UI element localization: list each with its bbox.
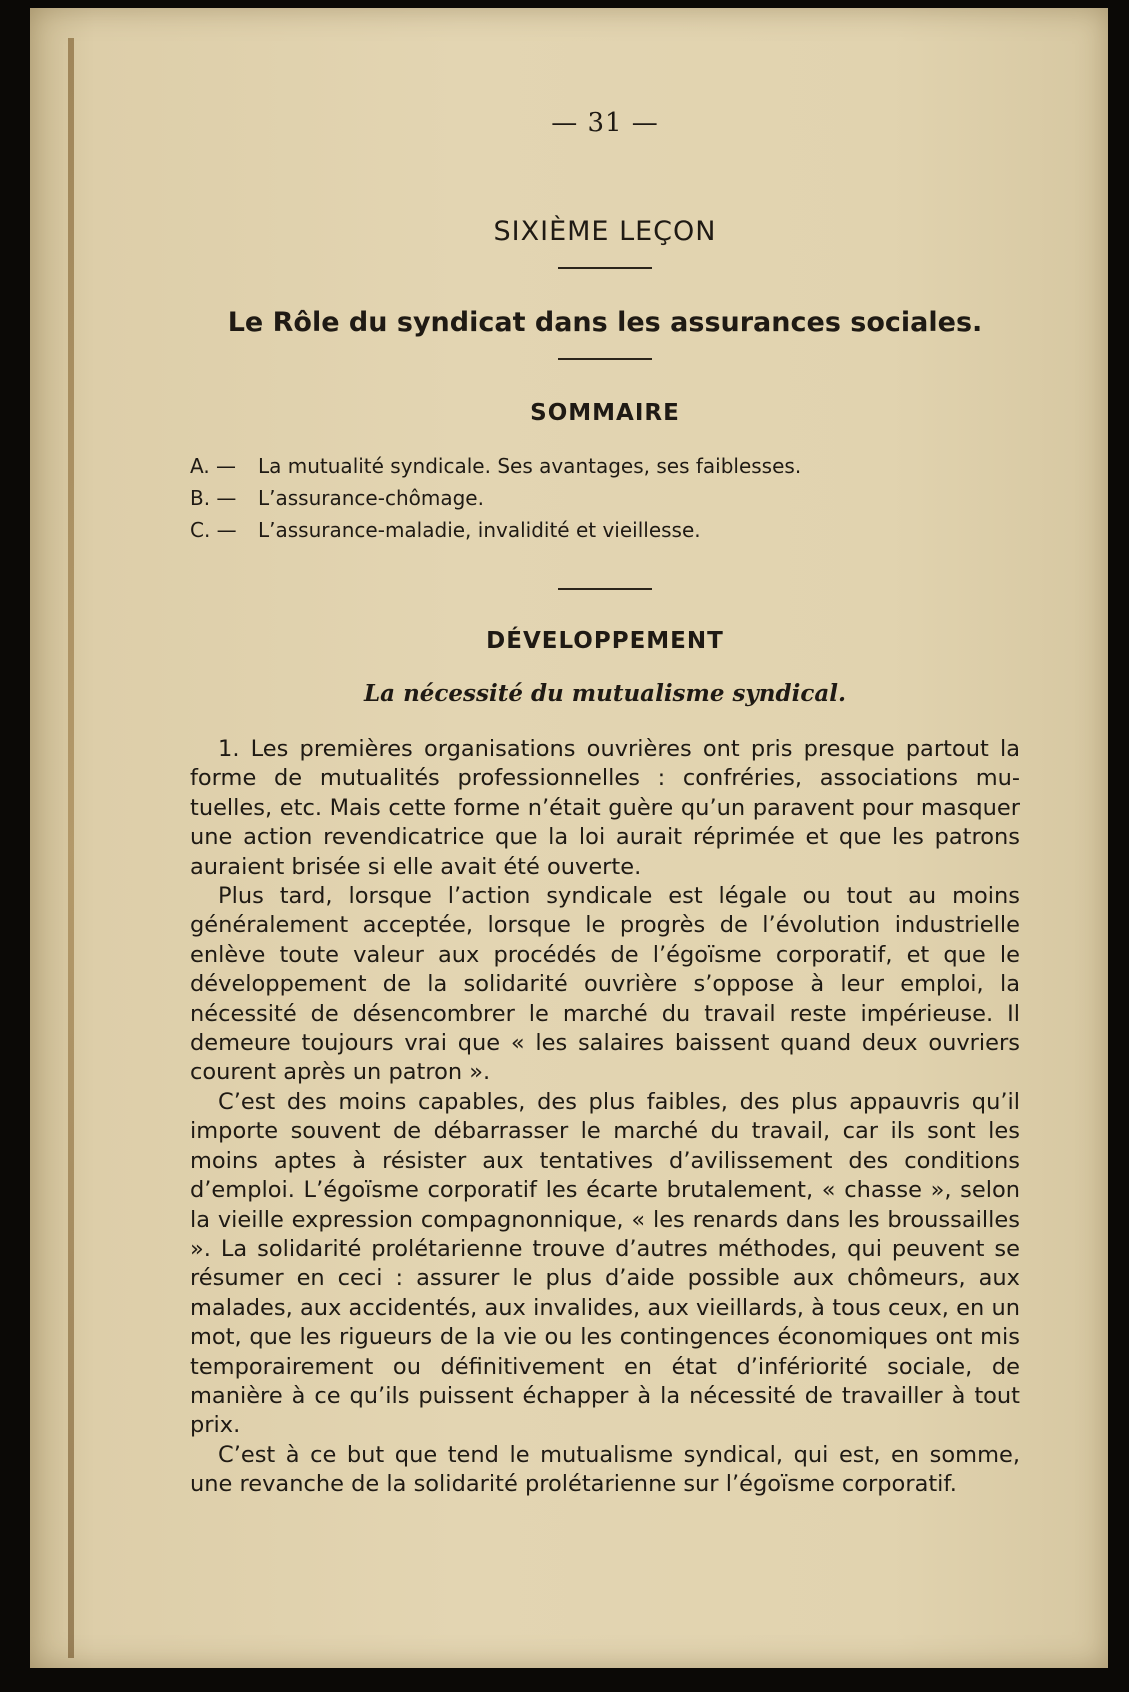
summary-item-text: L’assurance-maladie, invalidité et vieillesse. xyxy=(258,518,701,542)
summary-item xyxy=(190,450,1020,482)
lesson-heading: SIXIÈME LEÇON xyxy=(493,216,717,247)
paragraph: C’est des moins capables, des plus faibles, des plus appauvris qu’il importe souvent de débarrasser le marché du travail, car ils sont les moins aptes à résister aux tentatives d’avilissement des conditions d’emploi. L’égoïsme corporatif les écarte brutalement, « chasse », selon la vieille expression compagnonnique, « les renards dans les broussailles ». La solidarité prolétarienne trouve d’autres méthodes, qui peuvent se résumer en ceci : assurer le plus d’aide possible aux chômeurs, aux malades, aux accidentés, aux invalides, aux vieillards, à tous ceux, en un mot, que les rigueurs de la vie ou les contingences économiques ont mis temporairement ou définitivement en état d’infériorité sociale, de manière à ce qu’ils puissent échapper à la nécessité de travailler à tout prix. xyxy=(190,1088,1020,1439)
summary-item xyxy=(190,482,1020,514)
summary-item-text: La mutualité syndicale. Ses avantages, ses faiblesses. xyxy=(258,454,802,478)
summary-item-letter: A. — xyxy=(190,454,237,478)
development-heading: DÉVELOPPEMENT xyxy=(486,628,724,654)
section-title: La nécessité du mutualisme syndical. xyxy=(363,680,846,707)
paragraph: C’est à ce but que tend le mutualisme syndical, qui est, en somme, une revanche de la solidarité prolétarienne sur l’égoïsme corporatif. xyxy=(190,1441,1020,1498)
page-content xyxy=(190,108,1020,1500)
summary-item xyxy=(190,514,1020,546)
page-number: — 31 — xyxy=(551,108,659,138)
paragraph: Plus tard, lorsque l’action syndicale est légale ou tout au moins généralement acceptée, lorsque le progrès de l’évolution industrielle enlève toute valeur aux procédés de l’égoïsme corporatif, et que le développement de la solidarité ouvrière s’oppose à leur emploi, la nécessité de désencombrer le marché du travail reste impérieuse. Il demeure toujours vrai que « les salaires baissent quand deux ouvriers courent après un patron ». xyxy=(190,883,1020,1086)
divider-rule xyxy=(558,358,652,360)
paragraph: 1. Les premières organisations ouvrières ont pris presque partout la forme de mutualités professionnelles : confréries, associations mutuelles, etc. Mais cette forme n’était guère qu’un paravent pour masquer une action revendicatrice que la loi aurait réprimée et que les patrons auraient brisée si elle avait été ouverte. xyxy=(190,736,1020,880)
summary-heading: SOMMAIRE xyxy=(530,400,680,426)
page-binding-edge xyxy=(68,38,74,1658)
book-page xyxy=(30,8,1108,1668)
body-text xyxy=(190,735,1020,1500)
chapter-title: Le Rôle du syndicat dans les assurances sociales. xyxy=(227,307,983,338)
summary-item-text: L’assurance-chômage. xyxy=(258,486,484,510)
summary-list xyxy=(190,450,1020,546)
divider-rule xyxy=(558,267,652,269)
summary-item-letter: B. — xyxy=(190,486,237,510)
divider-rule xyxy=(558,588,652,590)
summary-item-letter: C. — xyxy=(190,518,237,542)
